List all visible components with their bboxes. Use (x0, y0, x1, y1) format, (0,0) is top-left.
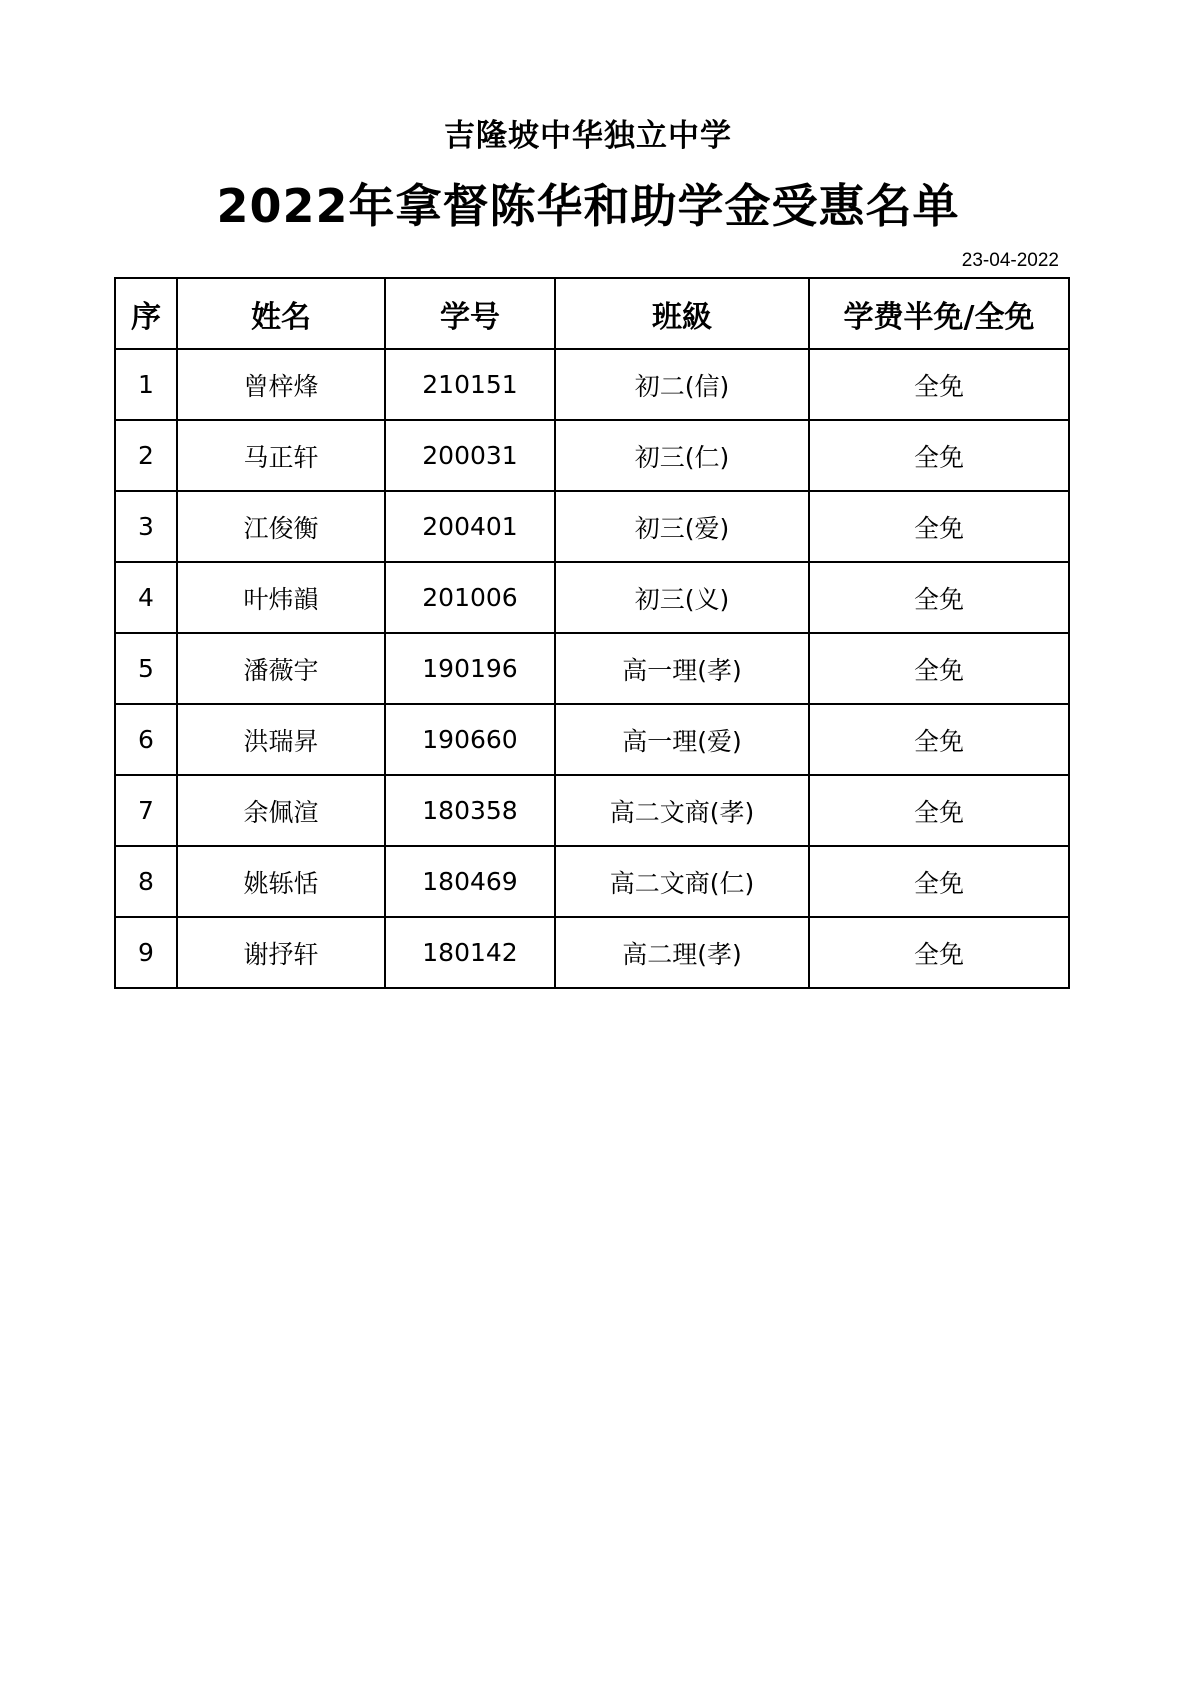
cell-fee-waiver: 全免 (809, 775, 1069, 846)
cell-name: 江俊衡 (177, 491, 385, 562)
cell-fee-waiver: 全免 (809, 917, 1069, 988)
cell-class: 高一理(孝) (555, 633, 809, 704)
table-row (115, 917, 1069, 988)
cell-fee-waiver: 全免 (809, 704, 1069, 775)
recipient-table (114, 277, 1070, 989)
cell-fee-waiver: 全免 (809, 491, 1069, 562)
cell-seq: 4 (115, 562, 177, 633)
header-fee-waiver: 学费半免/全免 (809, 278, 1069, 349)
cell-class: 初三(爱) (555, 491, 809, 562)
cell-seq: 1 (115, 349, 177, 420)
cell-name: 马正轩 (177, 420, 385, 491)
cell-fee-waiver: 全免 (809, 633, 1069, 704)
cell-class: 高二理(孝) (555, 917, 809, 988)
cell-student-id: 210151 (385, 349, 555, 420)
header-name: 姓名 (177, 278, 385, 349)
cell-student-id: 180469 (385, 846, 555, 917)
cell-name: 潘薇宇 (177, 633, 385, 704)
table-row (115, 420, 1069, 491)
cell-name: 谢抒轩 (177, 917, 385, 988)
cell-class: 高二文商(仁) (555, 846, 809, 917)
table-row (115, 704, 1069, 775)
cell-seq: 7 (115, 775, 177, 846)
cell-student-id: 200401 (385, 491, 555, 562)
table-header-row (115, 278, 1069, 349)
document-date: 23-04-2022 (961, 250, 1059, 271)
cell-name: 叶炜韻 (177, 562, 385, 633)
cell-seq: 3 (115, 491, 177, 562)
table-row (115, 846, 1069, 917)
table-row (115, 633, 1069, 704)
cell-name: 姚轹恬 (177, 846, 385, 917)
cell-name: 曾梓烽 (177, 349, 385, 420)
cell-class: 初三(仁) (555, 420, 809, 491)
cell-student-id: 200031 (385, 420, 555, 491)
cell-seq: 6 (115, 704, 177, 775)
cell-fee-waiver: 全免 (809, 846, 1069, 917)
cell-seq: 5 (115, 633, 177, 704)
cell-fee-waiver: 全免 (809, 349, 1069, 420)
cell-student-id: 180358 (385, 775, 555, 846)
cell-class: 高一理(爱) (555, 704, 809, 775)
header-class: 班級 (555, 278, 809, 349)
cell-seq: 9 (115, 917, 177, 988)
cell-fee-waiver: 全免 (809, 562, 1069, 633)
table-row (115, 775, 1069, 846)
table-row (115, 562, 1069, 633)
cell-class: 初二(信) (555, 349, 809, 420)
header-student-id: 学号 (385, 278, 555, 349)
cell-student-id: 180142 (385, 917, 555, 988)
cell-name: 余佩渲 (177, 775, 385, 846)
table-row (115, 491, 1069, 562)
cell-seq: 2 (115, 420, 177, 491)
cell-class: 高二文商(孝) (555, 775, 809, 846)
school-name: 吉隆坡中华独立中学 (444, 118, 732, 154)
header-seq: 序 (115, 278, 177, 349)
cell-name: 洪瑞昇 (177, 704, 385, 775)
cell-student-id: 190660 (385, 704, 555, 775)
cell-student-id: 201006 (385, 562, 555, 633)
cell-class: 初三(义) (555, 562, 809, 633)
cell-fee-waiver: 全免 (809, 420, 1069, 491)
table-row (115, 349, 1069, 420)
cell-seq: 8 (115, 846, 177, 917)
cell-student-id: 190196 (385, 633, 555, 704)
document-title: 2022年拿督陈华和助学金受惠名单 (216, 179, 960, 233)
